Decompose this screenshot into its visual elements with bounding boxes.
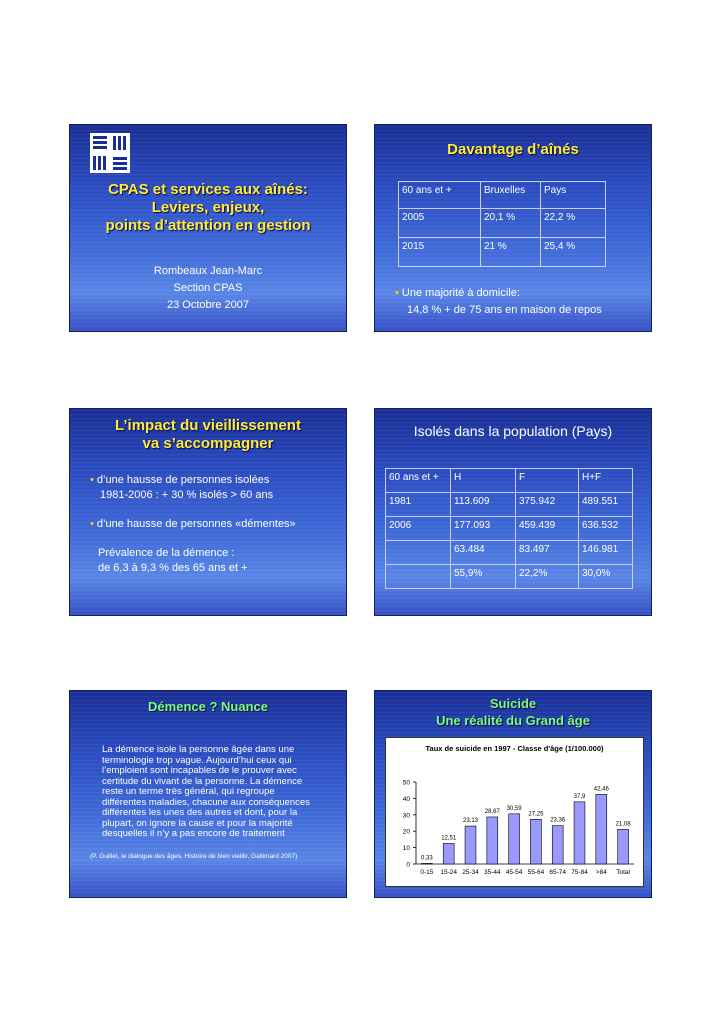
table-cell: Pays	[541, 182, 606, 209]
table-cell: 113.609	[451, 493, 516, 517]
slide-demence-nuance	[69, 690, 347, 898]
text-line: l’emploient sont incapables de le prouver avec	[102, 765, 297, 776]
title-line: Une réalité du Grand âge	[436, 713, 590, 728]
slide-impact-vieillissement	[69, 408, 347, 616]
bar	[574, 802, 585, 864]
x-tick-label: 0-15	[420, 869, 434, 876]
bullet-text: Une majorité à domicile:	[401, 287, 520, 299]
table-cell: 60 ans et +	[399, 182, 481, 209]
table-cell: 459.439	[516, 517, 579, 541]
slide-davantage-aines	[374, 124, 652, 332]
bullet-icon: •	[90, 518, 94, 530]
bar-chart-svg	[386, 738, 643, 886]
x-tick-label: 25-34	[462, 869, 479, 876]
isoles-table	[385, 468, 633, 589]
data-label: 23,36	[550, 817, 566, 824]
slide-suicide	[374, 690, 652, 898]
table-cell: 2015	[399, 238, 481, 267]
title-line: points d’attention en gestion	[105, 217, 311, 234]
text-line: différentes les unes des autres et dont, pour la	[102, 807, 298, 818]
date: 23 Octobre 2007	[167, 299, 249, 311]
bar	[509, 814, 520, 864]
text-line: La démence isole la personne âgée dans une	[102, 744, 295, 755]
author: Rombeaux Jean-Marc	[153, 265, 263, 277]
x-tick-label: 75-84	[571, 869, 588, 876]
table-cell: 22,2 %	[541, 209, 606, 238]
table-cell: 21 %	[481, 238, 541, 267]
bar	[596, 794, 607, 864]
y-tick-label: 40	[402, 795, 410, 803]
data-label: 37,9	[573, 793, 586, 800]
table-cell: Bruxelles	[481, 182, 541, 209]
table-row	[386, 493, 633, 517]
table-cell: 20,1 %	[481, 209, 541, 238]
slide2-title: Davantage d’aînés	[447, 141, 579, 158]
title-line: Suicide	[489, 696, 537, 711]
chart-title: Taux de suicide en 1997 - Classe d'âge (1/100.000)	[425, 744, 604, 753]
bullet-icon: •	[90, 474, 94, 486]
title-line: va s’accompagner	[142, 435, 274, 452]
table-cell: 25,4 %	[541, 238, 606, 267]
x-tick-label: >84	[595, 869, 607, 876]
slide6-title	[375, 695, 651, 729]
slide1-title	[70, 181, 346, 235]
y-tick-label: 20	[402, 828, 410, 836]
data-label: 12,51	[441, 835, 457, 842]
table-cell	[386, 541, 451, 565]
bar	[552, 826, 563, 864]
x-tick-label: 45-54	[505, 869, 523, 876]
slide-isoles-population	[374, 408, 652, 616]
title-line: CPAS et services aux aînés:	[108, 181, 308, 198]
table-cell: 83.497	[516, 541, 579, 565]
table-cell: F	[516, 469, 579, 493]
bullet-text: d’une hausse de personnes isolées	[96, 474, 270, 486]
text-line: différentes maladies, chacune aux conséquences	[102, 796, 310, 808]
paragraph: Prévalence de la démence :	[98, 547, 235, 559]
bullet-text: d’une hausse de personnes «démentes»	[96, 518, 296, 530]
bullet-text: 1981-2006 : + 30 % isolés > 60 ans	[100, 489, 274, 501]
title-line: L’impact du vieillissement	[115, 417, 301, 434]
x-tick-label: 55-64	[527, 869, 545, 876]
table-cell: 2006	[386, 517, 451, 541]
slide1-subtitle	[70, 263, 346, 314]
slide-cpas-title	[69, 124, 347, 332]
table-cell: 22,2%	[516, 565, 579, 589]
table-cell: H	[451, 469, 516, 493]
title-line: Leviers, enjeux,	[151, 199, 265, 216]
bullet-text: 14,8 % + de 75 ans en maison de repos	[407, 304, 602, 316]
table-cell	[386, 565, 451, 589]
cpas-hands-logo	[90, 133, 130, 173]
table-cell: 60 ans et +	[386, 469, 451, 493]
y-tick-label: 30	[402, 812, 410, 820]
slide3-body	[90, 473, 296, 576]
table-cell: 489.551	[579, 493, 633, 517]
paragraph: de 6,3 à 9,3 % des 65 ans et +	[98, 562, 248, 574]
table-cell: 636.532	[579, 517, 633, 541]
table-cell: 1981	[386, 493, 451, 517]
text-line: terminologie trop vague. Aujourd’hui ceux qui	[102, 754, 292, 766]
x-tick-label: 65-74	[549, 869, 567, 876]
bar	[618, 829, 629, 864]
aines-table	[398, 181, 606, 267]
table-row	[386, 541, 633, 565]
bar	[421, 863, 432, 864]
table-row	[386, 565, 633, 589]
slide3-title	[70, 417, 346, 453]
data-label: 0,33	[421, 855, 433, 862]
text-line: reste un terme très général, qui regroupe	[102, 786, 275, 797]
x-tick-label: 15-24	[440, 869, 458, 876]
table-cell: 177.093	[451, 517, 516, 541]
data-label: 42,46	[593, 786, 609, 793]
data-label: 30,59	[506, 805, 522, 812]
slide5-text	[102, 745, 310, 840]
text-line: certitude du vivant de la personne. La démence	[102, 775, 303, 787]
x-tick-label: 35-44	[483, 869, 501, 876]
bar	[530, 819, 541, 864]
table-row	[399, 238, 606, 267]
bullet-icon: •	[395, 287, 399, 299]
section: Section CPAS	[173, 282, 243, 294]
data-label: 27,25	[528, 811, 544, 818]
suicide-chart	[385, 737, 644, 887]
data-label: 28,67	[484, 808, 500, 815]
text-line: desquelles il n’y a pas encore de traitement	[102, 828, 285, 839]
slide4-title: Isolés dans la population (Pays)	[413, 423, 613, 439]
table-cell: 55,9%	[451, 565, 516, 589]
table-row	[386, 469, 633, 493]
table-cell: 30,0%	[579, 565, 633, 589]
table-row	[399, 209, 606, 238]
table-row	[399, 182, 606, 209]
text-line: plupart, on ignore la cause et pour la majorité	[102, 817, 293, 829]
table-cell: 63.484	[451, 541, 516, 565]
data-label: 21,08	[615, 821, 631, 828]
y-tick-label: 50	[402, 779, 410, 787]
slide5-title: Démence ? Nuance	[148, 699, 268, 714]
x-tick-label: Total	[616, 869, 630, 876]
y-tick-label: 10	[402, 845, 410, 853]
table-cell: 146.981	[579, 541, 633, 565]
table-row	[386, 517, 633, 541]
source-citation: (P. Guillet, le dialogue des âges, Histoire de bien vieillir, Gallimard 2007)	[90, 853, 298, 860]
bar	[465, 826, 476, 864]
table-cell: 2005	[399, 209, 481, 238]
bar	[487, 817, 498, 864]
data-label: 23,13	[462, 818, 479, 825]
table-cell: H+F	[579, 469, 633, 493]
slide2-bullet	[395, 285, 602, 319]
y-tick-label: 0	[406, 861, 410, 869]
table-cell: 375.942	[516, 493, 579, 517]
bar	[443, 843, 454, 864]
